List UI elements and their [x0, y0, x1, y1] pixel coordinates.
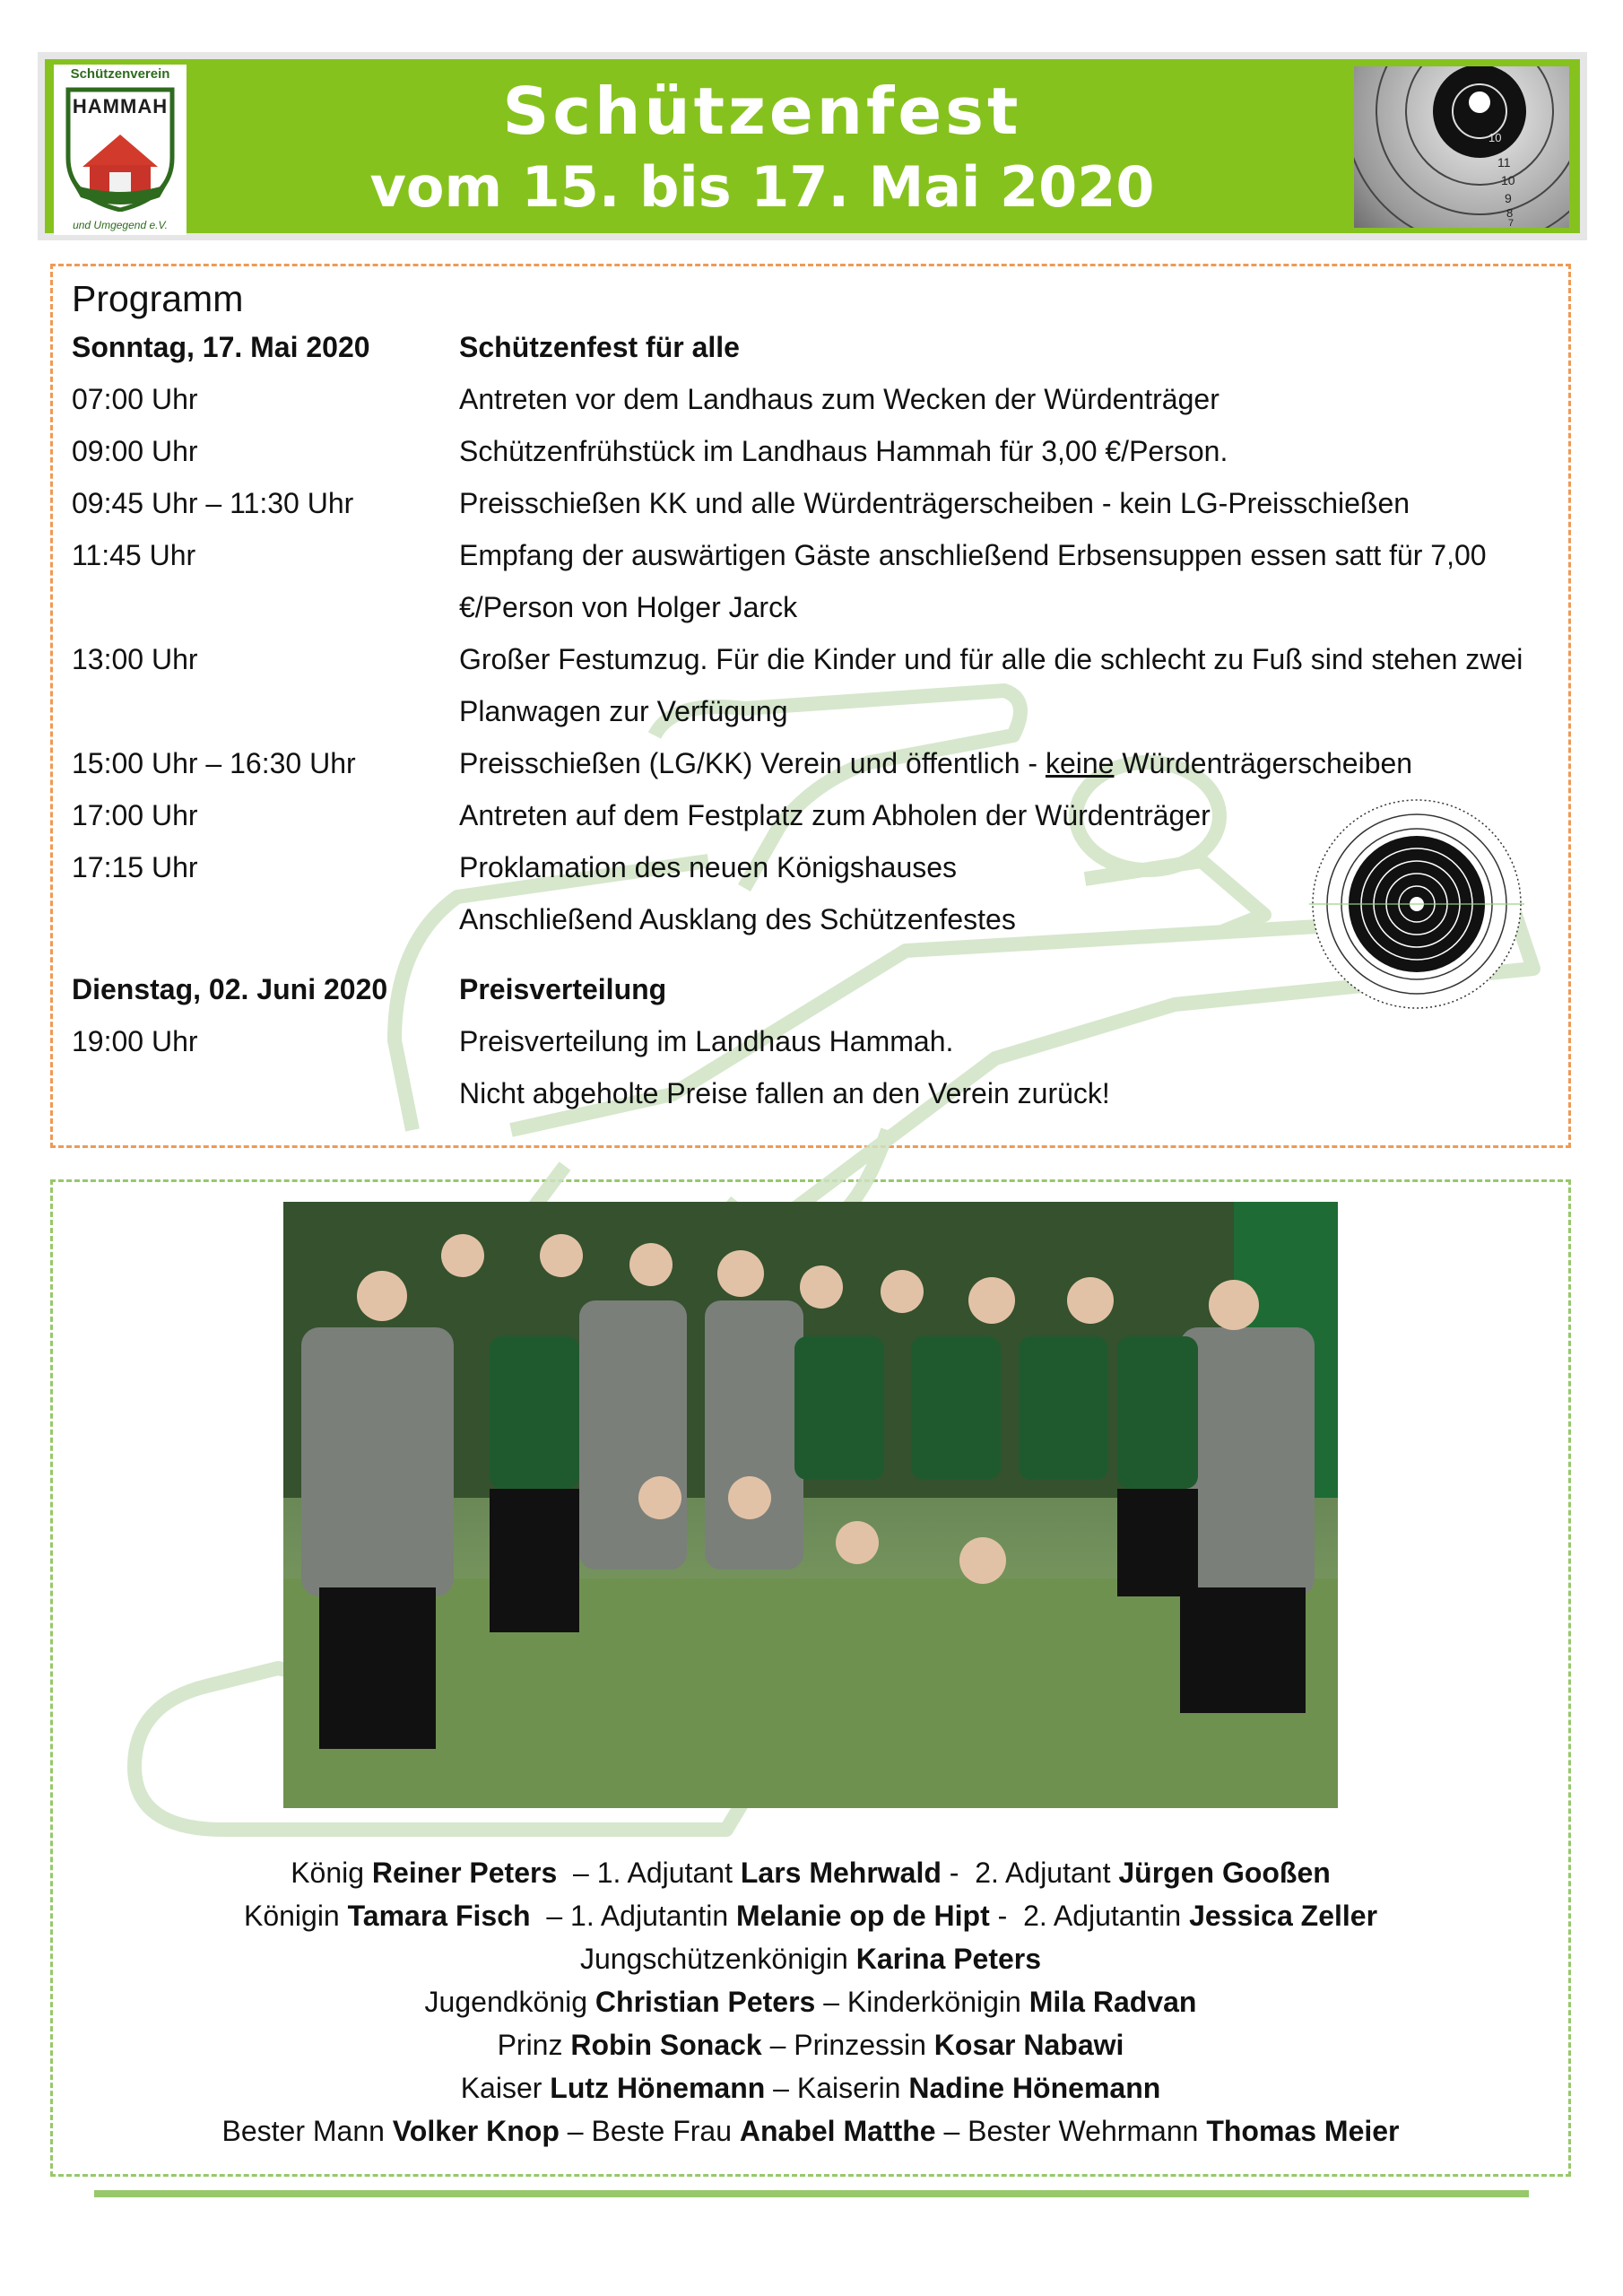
target-num: 10	[1501, 173, 1515, 187]
honor-name: Lutz Hönemann	[550, 2072, 766, 2104]
honor-title: Jungschützenkönigin	[579, 1943, 856, 1975]
honor-title: – Beste Frau	[559, 2115, 740, 2147]
schedule-desc: Antreten auf dem Festplatz zum Abholen der Würdenträger	[459, 799, 1211, 831]
honor-title: Kaiser	[460, 2072, 551, 2104]
honor-title: – Kinderkönigin	[815, 1986, 1029, 2018]
target-num: 7	[1508, 218, 1515, 228]
honor-title: Jugendkönig	[424, 1986, 595, 2018]
schedule-time: 11:45 Uhr	[72, 539, 196, 571]
honor-title: – Bester Wehrmann	[935, 2115, 1207, 2147]
logo-name: HAMMAH	[72, 95, 169, 117]
schedule-time: 09:45 Uhr – 11:30 Uhr	[72, 487, 354, 519]
schedule-desc: Schützenfrühstück im Landhaus Hammah für 3,00 €/Person.	[459, 435, 1228, 467]
honor-line	[50, 1894, 1571, 1937]
honor-name: Thomas Meier	[1206, 2115, 1400, 2147]
honor-line	[50, 2066, 1571, 2109]
honor-title: König	[291, 1857, 372, 1889]
honor-name: Robin Sonack	[570, 2029, 762, 2061]
honor-name: Mila Radvan	[1028, 1986, 1197, 2018]
club-logo	[54, 65, 187, 235]
honor-name: Anabel Matthe	[739, 2115, 936, 2147]
honor-name: Jürgen Gooßen	[1118, 1857, 1331, 1889]
desc-part: Preisschießen (LG/KK) Verein und öffentlich -	[459, 747, 1046, 779]
honor-name: Lars Mehrwald	[740, 1857, 942, 1889]
schedule-time: 09:00 Uhr	[72, 435, 198, 467]
target-num: 8	[1506, 206, 1514, 220]
honor-name: Christian Peters	[595, 1986, 816, 2018]
schedule-desc: Großer Festumzug. Für die Kinder und für alle die schlecht zu Fuß sind stehen zwei Planwagen zur Verfügung	[459, 643, 1523, 727]
honor-title: Königin	[243, 1900, 348, 1932]
honor-name: Melanie op de Hipt	[736, 1900, 990, 1932]
honors-list	[50, 1851, 1571, 2152]
honor-title: – 1. Adjutant	[557, 1857, 741, 1889]
day2-heading: Preisverteilung	[459, 973, 667, 1005]
logo-sub: und Umgegend e.V.	[73, 219, 168, 231]
group-photo	[283, 1202, 1338, 1808]
schedule-desc: Antreten vor dem Landhaus zum Wecken der Würdenträger	[459, 383, 1219, 415]
program-title: Programm	[72, 278, 244, 319]
honor-line	[50, 1851, 1571, 1894]
footer-divider	[94, 2190, 1529, 2197]
schedule-time: 13:00 Uhr	[72, 643, 198, 675]
honor-title: – 1. Adjutantin	[530, 1900, 737, 1932]
schedule-time: 07:00 Uhr	[72, 383, 198, 415]
honor-name: Jessica Zeller	[1189, 1900, 1378, 1932]
day2-date: Dienstag, 02. Juni 2020	[72, 973, 388, 1005]
day1-date: Sonntag, 17. Mai 2020	[72, 331, 370, 363]
target-num: 9	[1505, 191, 1512, 205]
event-title: Schützenfest	[502, 74, 1022, 149]
shooting-target-icon	[1309, 796, 1524, 1012]
target-num: 11	[1497, 155, 1511, 170]
honor-name: Karina Peters	[855, 1943, 1042, 1975]
schedule-desc: Proklamation des neuen Königshauses	[459, 851, 958, 883]
event-dates: vom 15. bis 17. Mai 2020	[369, 154, 1155, 220]
honor-name: Tamara Fisch	[347, 1900, 531, 1932]
honor-title: Prinz	[497, 2029, 571, 2061]
honor-title: - 2. Adjutantin	[989, 1900, 1190, 1932]
schedule-desc: Preisverteilung im Landhaus Hammah.	[459, 1025, 954, 1057]
schedule-time: 17:00 Uhr	[72, 799, 198, 831]
schedule-desc	[459, 737, 1580, 789]
schedule-time: 19:00 Uhr	[72, 1025, 198, 1057]
target-num: 10	[1488, 131, 1502, 144]
honor-title: – Kaiserin	[765, 2072, 909, 2104]
schedule-desc: Nicht abgeholte Preise fallen an den Verein zurück!	[459, 1077, 1110, 1109]
honor-name: Nadine Hönemann	[908, 2072, 1161, 2104]
group-photo-icon	[283, 1202, 1338, 1808]
honor-line	[50, 1980, 1571, 2023]
desc-underlined: keine	[1045, 747, 1115, 779]
logo-club-label: Schützenverein	[70, 66, 170, 82]
target-photo-icon	[1354, 66, 1569, 228]
target-photo	[1354, 66, 1569, 228]
honor-line	[50, 2023, 1571, 2066]
schedule-desc: Preisschießen KK und alle Würdenträgerscheiben - kein LG-Preisschießen	[459, 487, 1410, 519]
honor-title: Bester Mann	[221, 2115, 393, 2147]
schedule-time: 15:00 Uhr – 16:30 Uhr	[72, 747, 356, 779]
honor-line	[50, 1937, 1571, 1980]
day1-heading: Schützenfest für alle	[459, 331, 740, 363]
honor-title: – Prinzessin	[761, 2029, 934, 2061]
honor-title: - 2. Adjutant	[941, 1857, 1119, 1889]
schedule-desc: Empfang der auswärtigen Gäste anschließend Erbsensuppen essen satt für 7,00 €/Person von Holger Jarck	[459, 539, 1487, 623]
header-banner	[38, 52, 1587, 240]
honor-name: Volker Knop	[392, 2115, 560, 2147]
honor-name: Reiner Peters	[371, 1857, 558, 1889]
honor-line	[50, 2109, 1571, 2152]
honor-name: Kosar Nabawi	[933, 2029, 1124, 2061]
schedule-desc: Anschließend Ausklang des Schützenfestes	[459, 903, 1016, 935]
schedule-time: 17:15 Uhr	[72, 851, 198, 883]
desc-part: Würdenträgerscheiben	[1114, 747, 1413, 779]
